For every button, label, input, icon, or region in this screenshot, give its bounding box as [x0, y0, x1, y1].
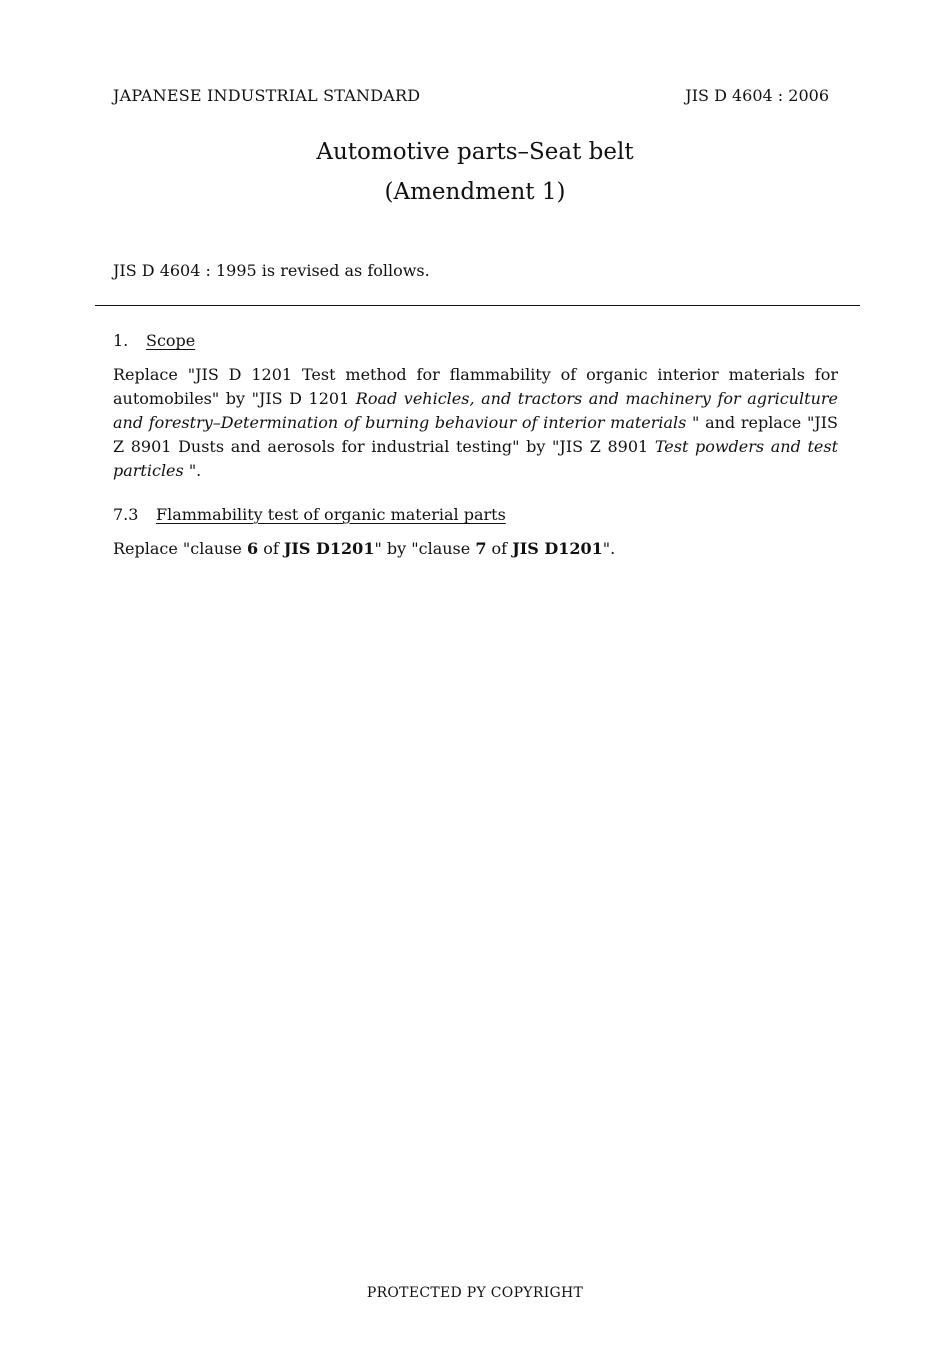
standard-number: JIS D 4604 : 2006: [685, 86, 829, 105]
flam-bold-1: 6: [246, 539, 259, 558]
section-flammability-heading: [113, 505, 506, 524]
scope-text-1: Replace "JIS D 1201 Test method for flammability of organic interior materials for automobiles" by "JIS D 1201: [113, 365, 838, 408]
copyright-footer: PROTECTED PY COPYRIGHT: [366, 1285, 584, 1301]
flam-text-4: of: [486, 539, 513, 558]
flam-text-2: of: [258, 539, 284, 558]
section-scope-heading: [113, 331, 195, 350]
section-scope-body: [113, 363, 838, 483]
standard-label: JAPANESE INDUSTRIAL STANDARD: [113, 86, 421, 105]
flam-bold-2: JIS D1201: [283, 539, 375, 558]
scope-text-3: ".: [183, 461, 202, 480]
section-number: 1.: [113, 331, 129, 350]
title-line-2: (Amendment 1): [384, 179, 566, 205]
flam-text-3: " by "clause: [374, 539, 476, 558]
section-number: 7.3: [113, 505, 139, 524]
scope-text-2: " and replace "JIS Z 8901 Dusts and aerosols for industrial testing" by "JIS Z 8901: [113, 413, 838, 456]
flam-text-5: ".: [602, 539, 616, 558]
divider: [95, 305, 860, 306]
section-title: Flammability test of organic material parts: [156, 505, 506, 524]
section-title: Scope: [146, 331, 196, 350]
section-flammability-body: [113, 537, 838, 561]
flam-bold-4: JIS D1201: [512, 539, 603, 558]
scope-italic-title-2: Test powders and test particles: [113, 437, 839, 480]
title-line-1: Automotive parts–Seat belt: [316, 139, 634, 165]
flam-bold-3: 7: [475, 539, 487, 558]
flam-text-1: Replace "clause: [113, 539, 247, 558]
scope-italic-title-1: Road vehicles, and tractors and machinery for agriculture and forestry–Determination of burning behaviour of interior materials: [113, 389, 838, 432]
document-title: [0, 132, 950, 212]
revision-note: JIS D 4604 : 1995 is revised as follows.: [113, 261, 430, 280]
